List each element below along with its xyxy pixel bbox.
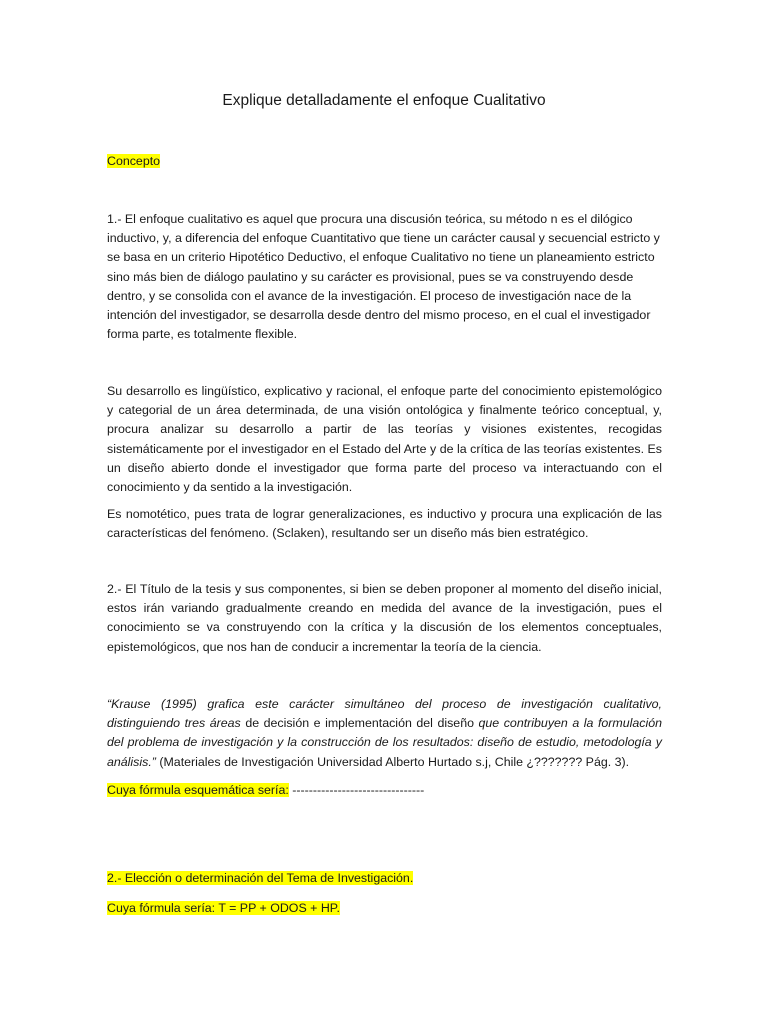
formula-line (107, 899, 662, 918)
quote-italic-2: que contribuyen a la formulación del problema de investigación y la construcción de los resultados: diseño de estudio, metodología y análisis.” (107, 716, 663, 769)
paragraph-4: 2.- El Título de la tesis y sus componentes, si bien se deben proponer al momento del diseño inicial, estos irán variando gradualmente creando en medida del avance de la investigación, pues el conocimiento se va construyendo con la crítica y la discusión de los elementos conceptuales, epistemológicos, que nos han de conducir a incrementar la teoría de la ciencia. (107, 582, 662, 654)
quote-normal-1: de decisión e implementación del diseño (245, 716, 474, 731)
paragraph-3: Es nomotético, pues trata de lograr generalizaciones, es inductivo y procura una explicación de las características del fenómeno. (Sclaken), resultando ser un diseño más bien estratégico. (107, 507, 662, 541)
concepto-heading (107, 152, 662, 171)
formula-esquematica-label: Cuya fórmula esquemática sería: (107, 783, 289, 797)
formula-esquematica (107, 781, 662, 800)
quote-italic-1: “Krause (1995) grafica este carácter simultáneo del proceso de investigación cualitativo, distinguiendo tres áreas (107, 697, 662, 731)
formula-esquematica-value: -------------------------------- (288, 783, 425, 797)
concepto-heading-text: Concepto (107, 154, 161, 168)
eleccion-heading (107, 869, 662, 888)
paragraph-2: Su desarrollo es lingüístico, explicativo y racional, el enfoque parte del conocimiento epistemológico y categorial de un área determinada, de una visión ontológica y finalmente teórico conceptual, y, procura analizar su desarrollo a partir de las teorías y visiones existentes, recogidas sistemáticamente por el investigador en el Estado del Arte y de la crítica de las teorías existentes. Es un diseño abierto donde el investigador que forma parte del proceso va interactuando con el conocimiento y da sentido a la investigación. (107, 384, 662, 495)
document-title: Explique detalladamente el enfoque Cualitativo (222, 92, 546, 109)
eleccion-heading-text: 2.- Elección o determinación del Tema de Investigación. (107, 871, 414, 885)
quote-citation: (Materiales de Investigación Universidad Alberto Hurtado s.j, Chile ¿??????? Pág. 3). (155, 754, 630, 769)
quote-paragraph (107, 695, 662, 772)
formula-line-text: Cuya fórmula sería: T = PP + ODOS + HP. (107, 901, 340, 915)
paragraph-1: 1.- El enfoque cualitativo es aquel que procura una discusión teórica, su método n es el dilógico inductivo, y, a diferencia del enfoque Cuantitativo que tiene un carácter causal y secuencial estricto y se basa en un criterio Hipotético Deductivo, el enfoque Cualitativo no tiene un planeamiento estricto sino más bien de diálogo paulatino y su carácter es provisional, pues se va construyendo desde dentro, y se consolida con el avance de la investigación. El proceso de investigación nace de la intención del investigador, se desarrolla desde dentro del mismo proceso, en el cual el investigador forma parte, es totalmente flexible. (107, 212, 660, 342)
